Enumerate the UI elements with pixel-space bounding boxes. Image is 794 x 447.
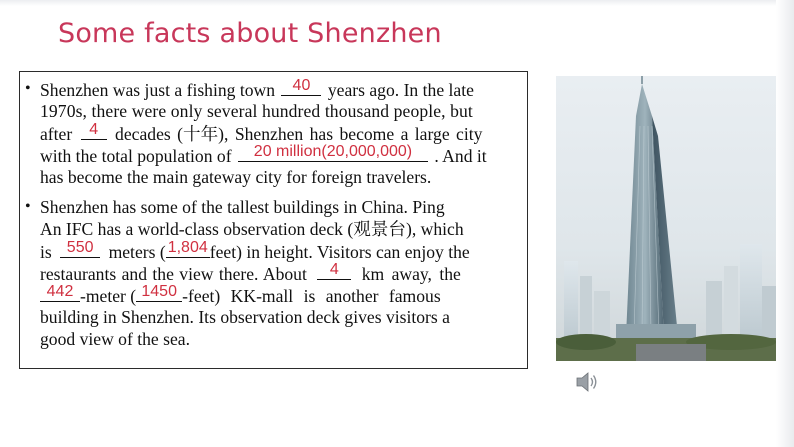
p1-text: has become the main gateway city for foreign travelers. (40, 167, 432, 187)
bullet-icon: • (25, 198, 31, 215)
answer-text: 40 (292, 77, 311, 94)
answer-text: 4 (329, 261, 339, 278)
bullet-icon: • (25, 80, 31, 97)
p1-text: with the total population of (40, 146, 232, 166)
p2-line-4 (40, 262, 518, 284)
p1-line-5 (40, 166, 518, 188)
answer-text: 442 (46, 283, 74, 300)
p1-text: decades (十年), Shenzhen has become a large city (115, 124, 483, 144)
answer-blank[interactable] (166, 240, 210, 258)
p2-line-2 (40, 218, 518, 240)
answer-blank[interactable] (81, 122, 107, 140)
p1-line-1 (40, 78, 518, 100)
p2-text: restaurants and the view there. About (40, 264, 307, 284)
p2-line-1 (40, 196, 518, 218)
p1-text: after (40, 124, 73, 144)
p1-text: 1970s, there were only several hundred thousand people, but (40, 101, 473, 121)
p2-line-5 (40, 284, 518, 306)
slide-right-edge (776, 0, 794, 447)
facts-text-box[interactable] (19, 71, 528, 369)
fact-paragraph-1 (25, 77, 518, 188)
answer-text: 4 (89, 121, 99, 138)
p2-text: good view of the sea. (40, 329, 190, 349)
p2-text: Shenzhen has some of the tallest buildings in China. Ping (40, 197, 445, 217)
skyscraper-illustration (556, 76, 776, 361)
p1-line-3 (40, 122, 518, 144)
p2-text: building in Shenzhen. Its observation deck gives visitors a (40, 307, 450, 327)
answer-blank[interactable] (317, 262, 351, 280)
answer-text: 550 (66, 239, 94, 256)
p2-text: meters ( (108, 242, 166, 262)
p2-text: An IFC has a world-class observation deck (观景台), which (40, 219, 464, 239)
answer-text: 1450 (141, 283, 177, 300)
p2-line-6 (40, 306, 518, 328)
p2-text: -feet) KK-mall is another famous (182, 286, 441, 306)
answer-blank[interactable] (136, 284, 182, 302)
answer-blank[interactable] (40, 284, 80, 302)
p2-text: is (40, 242, 52, 262)
p2-line-3 (40, 240, 518, 262)
p1-text: years ago. In the late (327, 80, 474, 100)
p2-text: -meter ( (80, 286, 137, 306)
slide-title: Some facts about Shenzhen (58, 18, 442, 49)
answer-blank[interactable] (238, 144, 428, 162)
p2-text: km away, the (361, 264, 461, 284)
speaker-icon[interactable] (575, 370, 601, 394)
answer-blank[interactable] (60, 240, 100, 258)
answer-blank[interactable] (281, 78, 321, 96)
slide-top-edge (0, 0, 794, 6)
p1-line-2 (40, 100, 518, 122)
answer-text: 20 million(20,000,000) (253, 143, 413, 160)
p1-text: . And it (434, 146, 487, 166)
skyscraper-photo (556, 76, 776, 361)
p1-line-4 (40, 144, 518, 166)
p1-text: Shenzhen was just a fishing town (40, 80, 276, 100)
p2-text: feet) in height. Visitors can enjoy the (209, 242, 470, 262)
answer-text: 1,804 (167, 239, 208, 256)
fact-paragraph-2 (25, 196, 518, 350)
p2-line-7 (40, 328, 518, 350)
